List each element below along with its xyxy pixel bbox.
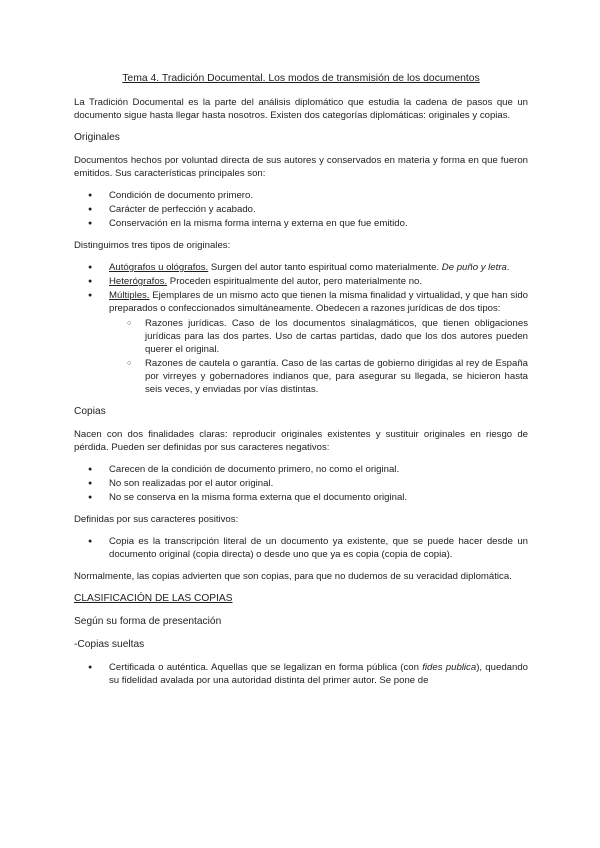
list-item: ● Carecen de la condición de documento primero, no como el original. bbox=[74, 463, 528, 476]
intro-paragraph: La Tradición Documental es la parte del análisis diplomático que estudia la cadena de pasos que un documento sigue hasta llegar hasta nosotros. Existen dos categorías diplomáticas: originales y copias. bbox=[74, 97, 528, 121]
originales-types-list bbox=[74, 261, 528, 396]
copias-note: Normalmente, las copias advierten que son copias, para que no dudemos de su veracidad diplomática. bbox=[74, 571, 512, 582]
list-item: ● Carácter de perfección y acabado. bbox=[74, 203, 528, 216]
reasons-list bbox=[109, 317, 528, 396]
positive-intro: Definidas por sus caracteres positivos: bbox=[74, 514, 239, 525]
list-item bbox=[74, 289, 528, 396]
list-item: ● No se conserva en la misma forma externa que el documento original. bbox=[74, 491, 528, 504]
originales-features-list bbox=[74, 189, 528, 230]
list-item: ● No son realizadas por el autor original. bbox=[74, 477, 528, 490]
list-item bbox=[74, 275, 528, 288]
list-item: ● Copia es la transcripción literal de un documento ya existente, que se puede hacer desde un documento original (copia directa) o desde uno que ya es copia (copia de copia). bbox=[74, 535, 528, 561]
types-intro: Distinguimos tres tipos de originales: bbox=[74, 240, 231, 251]
term: Múltiples. bbox=[109, 290, 150, 301]
list-item: ○ Razones jurídicas. Caso de los documentos sinalagmáticos, que tienen obligaciones jurídicas para las dos partes. Uso de cartas partidas, dado que los dos autores pueden querer el original. bbox=[109, 317, 528, 356]
list-item: ○ Razones de cautela o garantía. Caso de las cartas de gobierno dirigidas al rey de España por virreyes y gobernadores indianos que, para asegurar su llegada, se hicieron hasta seis veces, y enviadas por vías distintas. bbox=[109, 357, 528, 396]
copias-heading: Copias bbox=[74, 406, 106, 417]
definition: Proceden espiritualmente del autor, pero materialmente no. bbox=[167, 276, 423, 287]
definition-tail: . bbox=[506, 262, 510, 273]
list-item: ● Condición de documento primero. bbox=[74, 189, 528, 202]
term: Heterógrafos. bbox=[109, 276, 168, 287]
originales-heading: Originales bbox=[74, 132, 120, 143]
definition: Surgen del autor tanto espiritual como materialmente. bbox=[208, 262, 442, 273]
page-title: Tema 4. Tradición Documental. Los modos de transmisión de los documentos bbox=[122, 73, 480, 84]
copias-negative-list bbox=[74, 463, 528, 504]
copias-sueltas-list bbox=[74, 661, 528, 687]
definition: Ejemplares de un mismo acto que tienen la misma finalidad y virtualidad, y que han sido preparados o confeccionados simultáneamente. Obedecen a razones jurídicas de dos tipos: bbox=[109, 290, 528, 314]
term: Autógrafos u ológrafos. bbox=[109, 262, 209, 273]
list-item bbox=[74, 261, 528, 274]
clasificacion-heading: CLASIFICACIÓN DE LAS COPIAS bbox=[74, 593, 233, 604]
clasificacion-subheading: Según su forma de presentación bbox=[74, 616, 222, 627]
copias-paragraph: Nacen con dos finalidades claras: reproducir originales existentes y sustituir originales en riesgo de pérdida. Pueden ser definidas por sus caracteres negativos: bbox=[74, 429, 528, 453]
item-text: Certificada o auténtica. Aquellas que se legalizan en forma pública (con bbox=[109, 662, 423, 673]
copias-sueltas-label: -Copias sueltas bbox=[74, 639, 145, 650]
copias-positive-list bbox=[74, 535, 528, 561]
emphasis: De puño y letra bbox=[441, 262, 507, 273]
list-item bbox=[74, 661, 528, 687]
list-item: ● Conservación en la misma forma interna y externa en que fue emitido. bbox=[74, 217, 528, 230]
item-text-tail: ), quedando su fidelidad avalada por una autoridad distinta del primer autor. Se pone de bbox=[109, 662, 528, 686]
emphasis: fides publica bbox=[422, 662, 477, 673]
originales-paragraph: Documentos hechos por voluntad directa de sus autores y conservados en materia y forma en que fueron emitidos. Sus características principales son: bbox=[74, 155, 528, 179]
